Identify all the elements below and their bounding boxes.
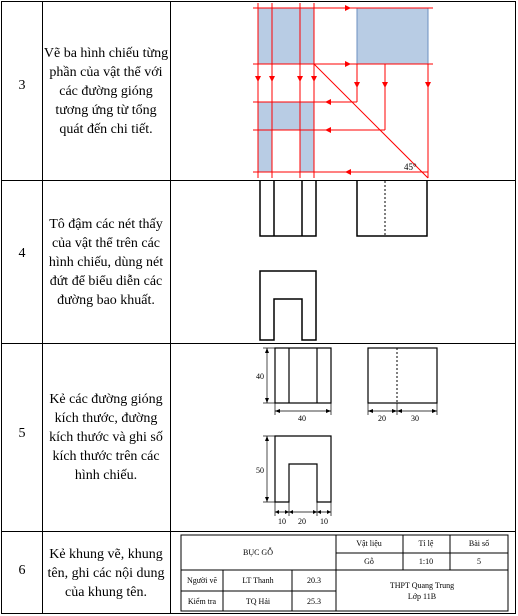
title-block-name: BỤC GỖ: [242, 548, 274, 557]
dimension-label: 30: [411, 414, 419, 423]
side-view-box: [357, 8, 428, 64]
step-description-text: Kẻ khung vẽ, khung tên, ghi các nội dung của khung tên.: [47, 546, 165, 600]
side-view-outline: [368, 348, 437, 403]
dimension-label: 20: [378, 414, 386, 423]
dimension-arrows: [265, 348, 437, 514]
dimension-label: 40: [298, 414, 306, 423]
front-view-box: [258, 8, 314, 64]
sheet-value: 5: [477, 557, 481, 566]
title-block-border: [181, 535, 508, 611]
step-description-text: Kẻ các đường gióng kích thước, đường kích thước và ghi số kích thước trên các hình chiếu.: [49, 392, 163, 483]
dimension-label: 10: [278, 517, 286, 526]
checker-name: TQ Hải: [245, 597, 271, 606]
scale-value: 1:10: [418, 557, 434, 566]
school-name: THPT Quang Trung: [389, 581, 455, 590]
title-block: [171, 532, 516, 614]
dimension-label: 50: [256, 466, 264, 475]
scale-label: Tỉ lệ: [418, 539, 434, 548]
step-number: 5: [18, 426, 26, 441]
step3-projection-drawing: [171, 2, 516, 180]
step-number: 4: [18, 246, 26, 261]
step5-dimension-drawing: [171, 344, 516, 531]
step-description-text: Tô đậm các nét thấy của vật thể trên các hình chiếu, dùng nét đứt để biểu diễn các đường bao khuất.: [48, 216, 164, 308]
step4-outline-drawing: [171, 181, 516, 343]
drawer-date: 20.3: [307, 576, 321, 585]
material-label: Vật liệu: [356, 539, 382, 548]
front-view-outline: [260, 181, 316, 236]
top-view-outline: [260, 271, 316, 340]
step-number: 6: [18, 563, 26, 578]
step-description-text: Vẽ ba hình chiếu từng phần của vật thể với các đường gióng tương ứng từ tổng quát đến chi tiết.: [43, 45, 169, 137]
checker-label: Kiểm tra: [187, 597, 217, 606]
step-description: [43, 2, 169, 180]
dimension-label: 40: [256, 372, 264, 381]
side-view-outline: [357, 181, 427, 236]
top-view-cutout: [272, 130, 300, 172]
front-view-outline: [275, 348, 331, 403]
material-value: Gỗ: [364, 557, 374, 566]
checker-date: 25.3: [307, 597, 321, 606]
sheet-label: Bài số: [468, 539, 490, 548]
class-name: Lớp 11B: [407, 592, 437, 601]
step-description: [43, 344, 169, 531]
dimension-label: 20: [298, 517, 306, 526]
top-view-outline: [275, 436, 331, 502]
dimension-label: 10: [320, 517, 328, 526]
step-description: [43, 181, 169, 343]
step-description: [43, 532, 169, 614]
angle-label: 45°: [404, 162, 417, 172]
step-number: 3: [18, 78, 26, 93]
drawer-name: LT Thanh: [242, 576, 274, 585]
drawer-label: Người vẽ: [186, 576, 218, 585]
